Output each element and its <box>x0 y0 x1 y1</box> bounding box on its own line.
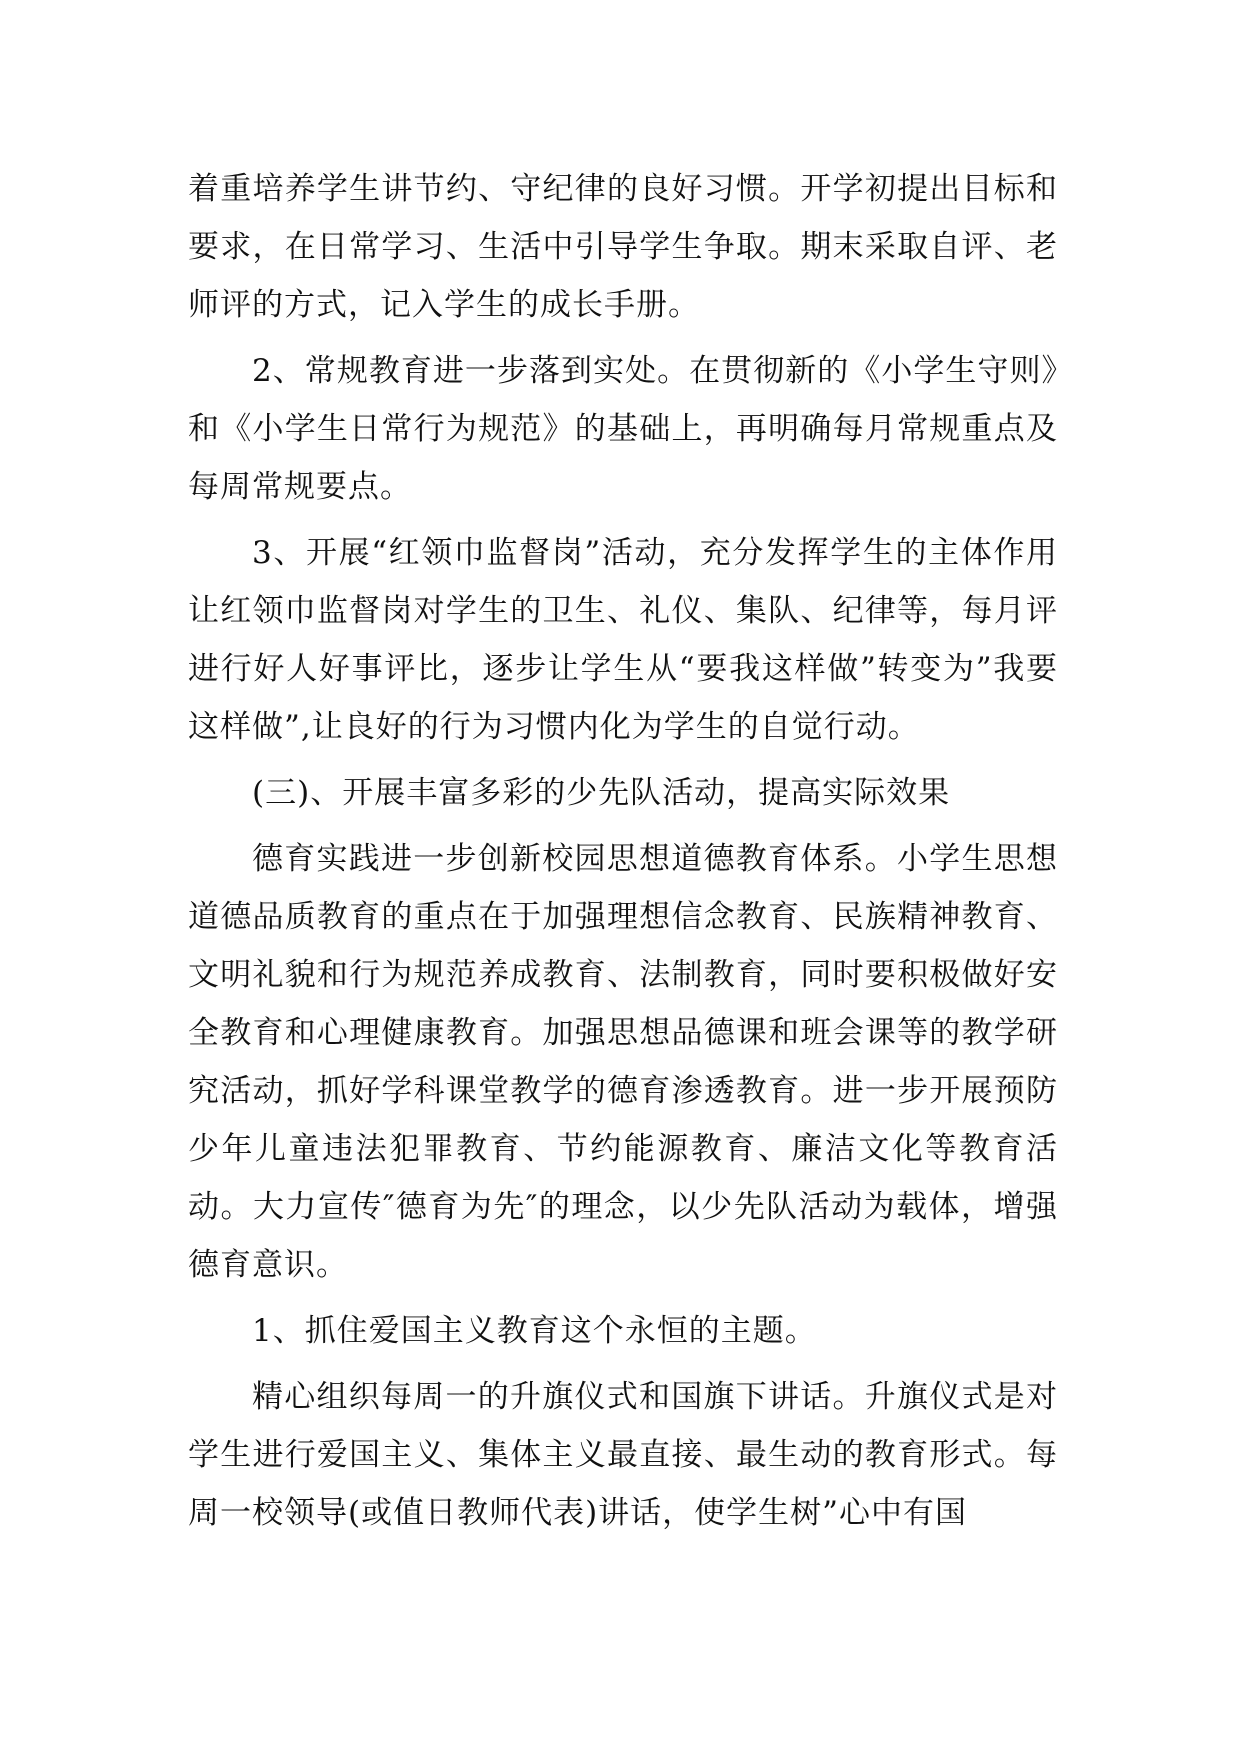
document-body <box>188 160 1058 1550</box>
paragraph-red-scarf-supervision: 3、开展“红领巾监督岗”活动，充分发挥学生的主体作用让红领巾监督岗对学生的卫生、礼仪、集队、纪律等，每月评进行好人好事评比，逐步让学生从“要我这样做”转变为”我要这样做”,让良好的行为习惯内化为学生的自觉行动。 <box>188 535 1058 745</box>
paragraph-routine-education: 2、常规教育进一步落到实处。在贯彻新的《小学生守则》和《小学生日常行为规范》的基础上，再明确每月常规重点及每周常规要点。 <box>188 353 1058 505</box>
paragraph-habits: 着重培养学生讲节约、守纪律的良好习惯。开学初提出目标和要求，在日常学习、生活中引导学生争取。期末采取自评、老师评的方式，记入学生的成长手册。 <box>188 171 1058 323</box>
paragraph-flag-ceremony: 精心组织每周一的升旗仪式和国旗下讲话。升旗仪式是对学生进行爱国主义、集体主义最直接、最生动的教育形式。每周一校领导(或值日教师代表)讲话，使学生树”心中有国 <box>188 1379 1058 1531</box>
section-heading-pioneer-activities: (三)、开展丰富多彩的少先队活动，提高实际效果 <box>252 775 951 811</box>
paragraph-patriotism-theme: 1、抓住爱国主义教育这个永恒的主题。 <box>252 1313 817 1349</box>
paragraph-moral-practice: 德育实践进一步创新校园思想道德教育体系。小学生思想道德品质教育的重点在于加强理想信念教育、民族精神教育、文明礼貌和行为规范养成教育、法制教育，同时要积极做好安全教育和心理健康教育。加强思想品德课和班会课等的教学研究活动，抓好学科课堂教学的德育渗透教育。进一步开展预防少年儿童违法犯罪教育、节约能源教育、廉洁文化等教育活动。大力宣传″德育为先″的理念，以少先队活动为载体，增强德育意识。 <box>188 841 1058 1283</box>
